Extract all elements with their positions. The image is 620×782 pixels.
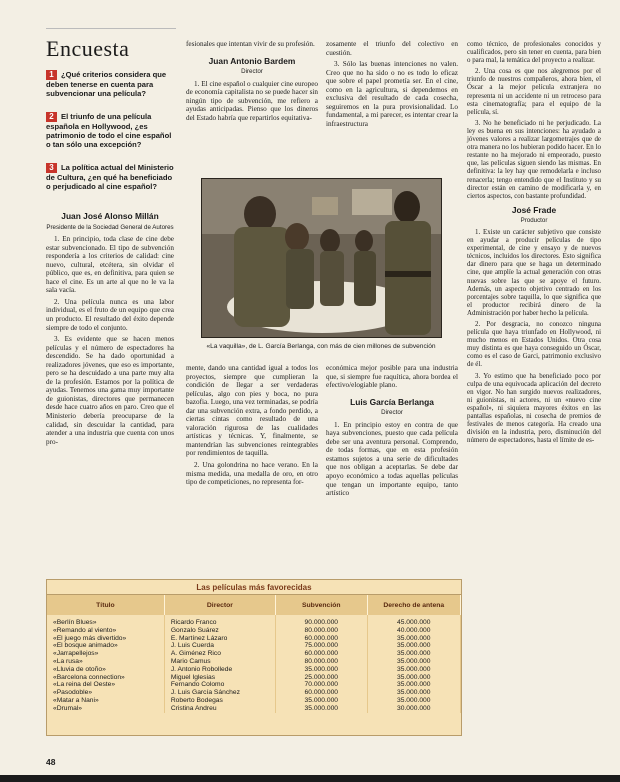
film-still-photo [201, 178, 442, 338]
bottom-bar [0, 775, 620, 782]
page-number: 48 [46, 757, 56, 767]
table-cell: Cristina Andreu [164, 705, 275, 713]
continued-paragraph: fesionales que intentan vivir de su profesión. [186, 40, 315, 48]
table-row [47, 642, 461, 650]
table-cell: «El bosque animado» [47, 642, 164, 650]
column-header: Título [47, 595, 164, 615]
interviewee-name: José Frade [511, 204, 557, 215]
table-row [47, 658, 461, 666]
table-row [47, 650, 461, 658]
table-cell: 80.000.000 [276, 627, 367, 635]
column-bardem-lower [186, 364, 318, 490]
table-body [47, 615, 461, 713]
column-header: Director [164, 595, 275, 615]
table-row [47, 635, 461, 643]
table-title: Las películas más favorecidas [47, 580, 461, 595]
table-cell: 35.000.000 [367, 658, 460, 666]
table-cell: 35.000.000 [367, 666, 460, 674]
table-row [47, 666, 461, 674]
interviewee-role: Productor [520, 216, 548, 224]
table-cell: A. Giménez Rico [164, 650, 275, 658]
table-cell: Miguel Iglesias [164, 674, 275, 682]
answer-paragraph: 3. No he beneficiado ni he perjudicado. La ley es buena en sus intenciones: ha ayudado a jóvenes valores a realizar largometrajes que de otra manera no los hubieran podido hacer. En lo restante no ha mejorado ni empeorado, puesto que, las películas siguen siendo las mismas. En definitiva: la ley hay que remodelarla e incluso renacerla; tengo entendido que el Instituto y su director están en camino de modificarla y, en ciertos aspectos, con bastante profundidad. [467, 118, 601, 200]
films-table [46, 579, 462, 736]
table-cell: Fernando Colomo [164, 681, 275, 689]
table-cell: «Barcelona connection» [47, 674, 164, 682]
interviewee-role: Director [241, 68, 263, 76]
answer-paragraph: 3. Es evidente que se hacen menos películas y el número de espectadores ha descendido. Se ha dado oportunidad a realizadores jóvenes, que eso es importante, pero se ha descuidado a una parte muy alta de la profesión. Estamos por la política de ayudas. Tenemos una gama muy importante de guionistas, directores que permanecen desde hace cuatro años en paro. Creo que el Ministerio debería preocuparse de la calidad, sin descuidar la cantidad, para atender a una industria que cuenta con unos pro- [46, 335, 174, 446]
table-cell: 35.000.000 [367, 689, 460, 697]
column-header: Derecho de antena [367, 595, 460, 615]
table-cell: 90.000.000 [276, 615, 367, 627]
question-1-number: 1 [46, 70, 57, 80]
table-cell: 60.000.000 [276, 689, 367, 697]
continued-paragraph: mente, dando una cantidad igual a todos los proyectos, siempre que cumplieran la condición de llegar a ser verdaderas películas, algo con pies y boca, no pura bazofia. Luego, una vez terminadas, se podría dar una subvención extra, a fondo perdido, a ciertas cintas como resultado de una valoración rigurosa de las cualidades artísticas y técnicas. Y, finalmente, se mantendrían las subvenciones reintegrables por rendimientos de taquilla. [186, 364, 318, 458]
table-row [47, 627, 461, 635]
table-cell: «Jarrapellejos» [47, 650, 164, 658]
table-cell: «La rusa» [47, 658, 164, 666]
table-row [47, 674, 461, 682]
table-cell: 80.000.000 [276, 658, 367, 666]
table-row [47, 615, 461, 627]
continued-paragraph: zosamente el triunfo del colectivo en cuestión. [326, 40, 458, 57]
table-cell: J. Luis Cuerda [164, 642, 275, 650]
table-cell: Gonzalo Suárez [164, 627, 275, 635]
table-cell: 35.000.000 [276, 705, 367, 713]
photo-caption: «La vaquilla», de L. García Berlanga, con más de cien millones de subvención [206, 343, 436, 350]
answer-paragraph: 3. Yo estimo que ha beneficiado poco por culpa de una equivocada aplicación del decreto en vigor. No han surgido nuevos realizadores, ni guionistas, ni actores, ni un «nuevo cine español», ni siquiera mayores éxitos en las pantallas españolas, ni cosecha de premios de festivales de menos categoría. Ha creado una división en la industria, pero, disminución del número de espectadores, hasta el límite de es- [467, 371, 601, 445]
table-row [47, 681, 461, 689]
question-3-text: La política actual del Ministerio de Cultura, ¿en qué ha beneficiado o perjudicado al cine español? [46, 163, 174, 191]
answer-paragraph: 1. El cine español o cualquier cine europeo de economía capitalista no se puede hacer sin ningún tipo de subvención, me refiero a ayudas anticipadas. Pienso que los dineros del Estado habría que repartirlos equitativa- [186, 79, 318, 122]
table-cell: Mario Camus [164, 658, 275, 666]
column-bardem-continued [326, 40, 458, 131]
table-row [47, 697, 461, 705]
table-cell: 70.000.000 [276, 681, 367, 689]
table-cell: 35.000.000 [367, 674, 460, 682]
table-cell: 45.000.000 [367, 615, 460, 627]
answer-paragraph: 1. En principio, toda clase de cine debe estar subvencionado. El tipo de subvención respondería a los criterios de calidad: cine nuevo, cultural, etcétera, sin olvidar el público, que es, en definitiva, para quien se hace el cine. Es un arte al que no le va la sala vacía. [46, 235, 174, 295]
table-cell: 35.000.000 [276, 697, 367, 705]
continued-paragraph: como técnico, de profesionales conocidos y cualificados, pero sin tener en cuenta, para bien o para mal, la temática del proyecto a realizar. [467, 40, 601, 65]
top-rule [46, 28, 176, 29]
column-header: Subvención [276, 595, 367, 615]
table-cell: 25.000.000 [276, 674, 367, 682]
table-cell: «Drumal» [47, 705, 164, 713]
table-cell: 35.000.000 [367, 635, 460, 643]
answer-paragraph: 2. Una cosa es que nos alegremos por el triunfo de nuestros compañeros, ahora bien, el Óscar a la mejor película extranjera no representa ni un accidente ni un retroceso para esta cinematografía; para el equipo de la película, sí. [467, 67, 601, 116]
column-alonso [46, 208, 174, 449]
table-cell: «Matar a Nani» [47, 697, 164, 705]
table-cell: «El juego más divertido» [47, 635, 164, 643]
column-frade [467, 40, 601, 447]
table-cell: 30.000.000 [367, 705, 460, 713]
interviewee-name: Juan Antonio Bardem [208, 55, 296, 66]
continued-paragraph: económica mejor posible para una industria que, si siempre fue raquítica, ahora bordea el efectivo/elogiable plano. [326, 364, 458, 390]
interviewee-role: Presidente de la Sociedad General de Autores [46, 223, 174, 231]
table-cell: 35.000.000 [276, 666, 367, 674]
answer-paragraph: 2. Una golondrina no hace verano. En la misma medida, una medalla de oro, en otro tipo de competiciones, no representa for- [186, 461, 318, 487]
table-cell: «Lluvia de otoño» [47, 666, 164, 674]
table-cell: «Berlín Blues» [47, 615, 164, 627]
table-cell: J. Antonio Robollede [164, 666, 275, 674]
table-cell: 35.000.000 [367, 650, 460, 658]
question-3-number: 3 [46, 163, 57, 173]
question-1-text: ¿Qué criterios considera que deben tenerse en cuenta para subvencionar una película? [46, 70, 167, 98]
answer-paragraph: 2. Por desgracia, no conozco ninguna película que haya triunfado en Hollywood, ni mucho menos en Estados Unidos. Otra cosa muy distinta es que haya conseguido un Óscar, como es el caso de Garci, patrimonio exclusivo de él. [467, 320, 601, 369]
table-row [47, 689, 461, 697]
table-grid [47, 595, 461, 713]
photo-illustration [202, 179, 442, 338]
question-2-text: El triunfo de una película española en Hollywood, ¿es patrimonio de todo el cine español o tan sólo una excepción? [46, 112, 172, 149]
table-cell: 60.000.000 [276, 650, 367, 658]
table-row [47, 705, 461, 713]
table-cell: Ricardo Franco [164, 615, 275, 627]
table-cell: «Pasodoble» [47, 689, 164, 697]
table-cell: 75.000.000 [276, 642, 367, 650]
question-1 [46, 70, 176, 98]
table-cell: Roberto Bodegas [164, 697, 275, 705]
interviewee-role: Director [381, 409, 403, 417]
answer-paragraph: 3. Sólo las buenas intenciones no valen. Creo que no ha sido o no es todo lo eficaz que sobre el papel prometía ser. En el cine, como en la agricultura, si dependemos en exclusiva del resultado de cada cosecha, seguiremos en la pura provisionalidad. Lo fundamental, a mi parecer, es intentar crear la infraestructura [326, 60, 458, 128]
page-title: Encuesta [46, 36, 130, 61]
table-cell: 60.000.000 [276, 635, 367, 643]
table-cell: E. Martínez Lázaro [164, 635, 275, 643]
answer-paragraph: 2. Una película nunca es una labor individual, es el fruto de un equipo que crea un producto. El resultado del éxito depende siempre de todo el conjunto. [46, 297, 174, 332]
column-bardem [186, 40, 318, 125]
table-cell: J. Luis García Sánchez [164, 689, 275, 697]
question-2 [46, 112, 176, 149]
table-cell: 35.000.000 [367, 697, 460, 705]
answer-paragraph: 1. Existe un carácter subjetivo que consiste en ayudar a producir películas de tipo experimental, de cine y ensayo y de nuevos técnicos, incluidos los directores. Esto significa dar dinero para que se haga un determinado cine, que amplíe la actual generación con otras nuevas sobre las que se apoye el futuro. Además, un aspecto objetivo centrado en los porcentajes sobre taquilla, lo que significa que el productor recibirá dinero de la Administración por haber hecho la película. [467, 227, 601, 317]
question-2-number: 2 [46, 112, 57, 122]
table-cell: «La reina del Oeste» [47, 681, 164, 689]
column-berlanga [326, 364, 458, 501]
interviewee-name: Juan José Alonso Millán [61, 211, 159, 221]
interviewee-name: Luis García Berlanga [350, 396, 434, 407]
table-cell: 40.000.000 [367, 627, 460, 635]
question-3 [46, 163, 176, 191]
table-header-row [47, 595, 461, 615]
table-cell: 35.000.000 [367, 642, 460, 650]
table-cell: «Remando al viento» [47, 627, 164, 635]
answer-paragraph: 1. En principio estoy en contra de que haya subvenciones, puesto que cada película debe ser una aventura personal. Comprendo, de todas formas, que en esta profesión estamos sujetos a una serie de dificultades que nos obligan a aceptarlas. Se debe dar apoyo económico a todas aquellas películas que tengan un importante equipo, tanto artístico [326, 420, 458, 498]
table-cell: 35.000.000 [367, 681, 460, 689]
